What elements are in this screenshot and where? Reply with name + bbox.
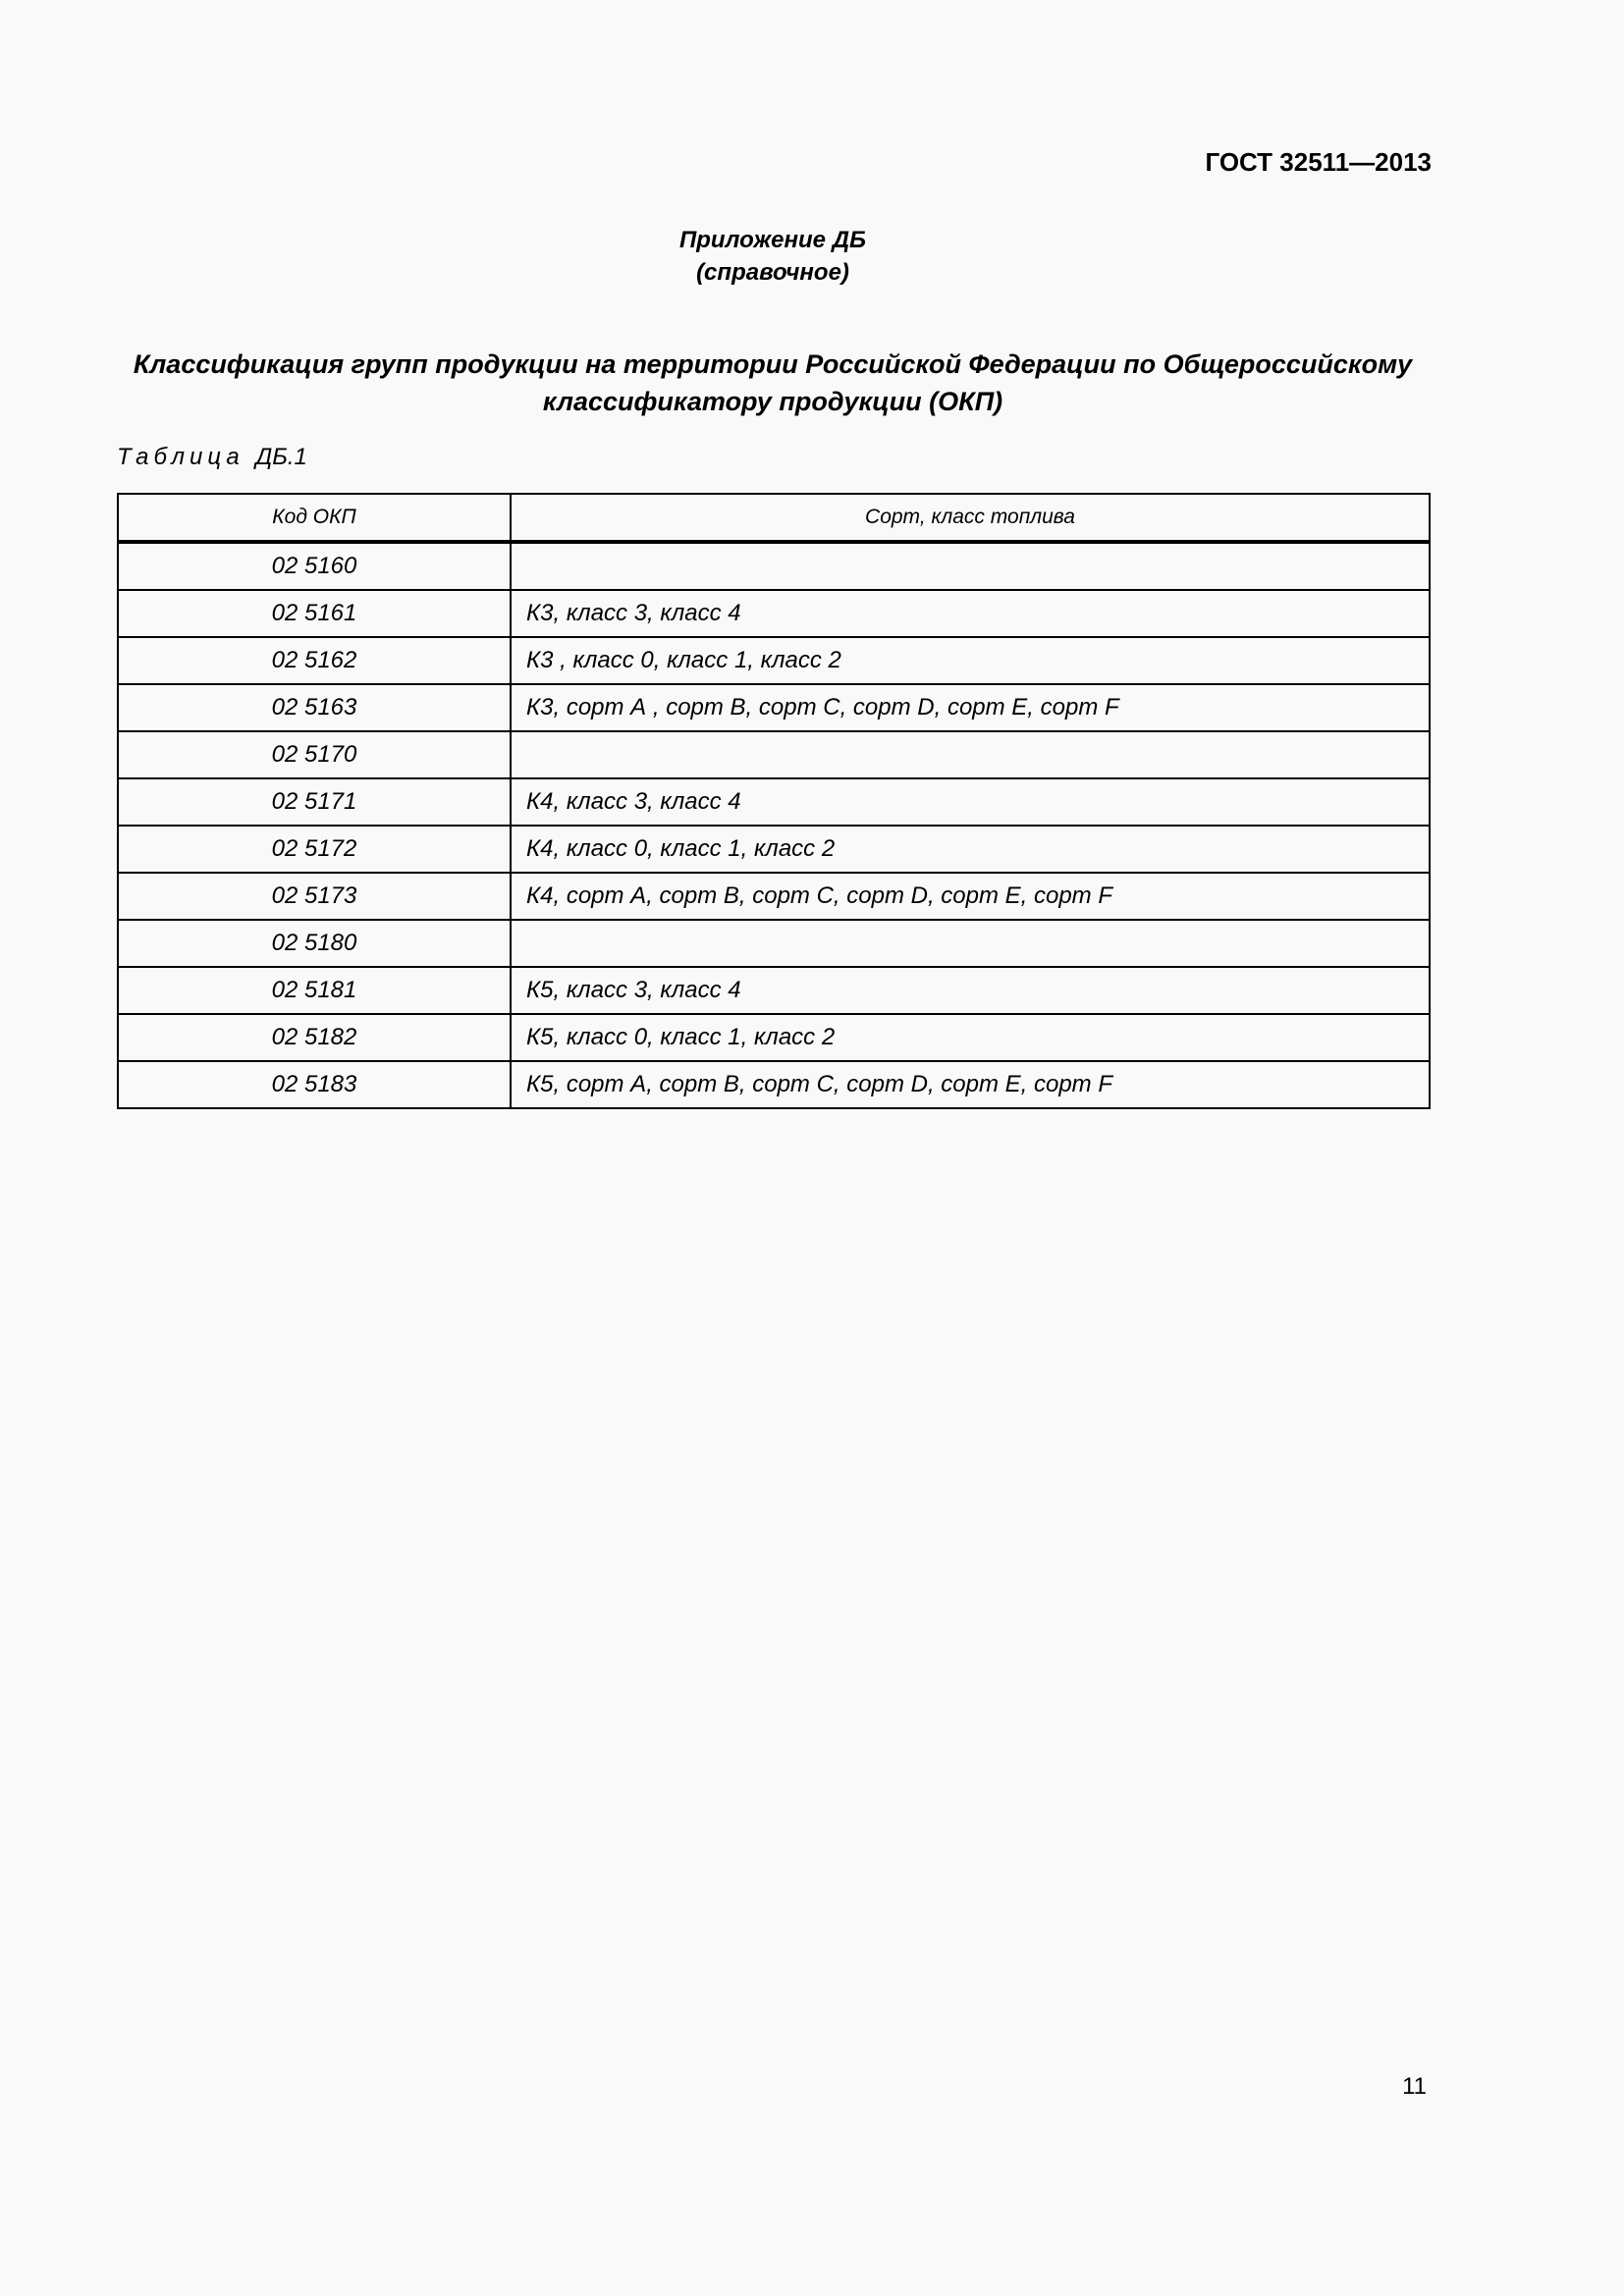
okp-code-cell: 02 5161 [118,590,511,637]
annex-subtitle: (справочное) [696,259,849,286]
okp-code-cell: 02 5183 [118,1061,511,1108]
title-line: классификатору продукции (ОКП) [542,387,1003,416]
okp-code-cell: 02 5160 [118,542,511,590]
table-row [118,826,1430,873]
annex-heading [0,224,1545,289]
table-row [118,542,1430,590]
classification-table [117,493,1431,1109]
okp-code-cell: 02 5182 [118,1014,511,1061]
fuel-grade-cell [511,542,1430,590]
fuel-grade-cell [511,920,1430,967]
fuel-grade-cell: К3, сорт А , сорт В, сорт С, сорт D, сорт Е, сорт F [511,684,1430,731]
fuel-grade-cell [511,731,1430,778]
table-row [118,731,1430,778]
table-row [118,967,1430,1014]
header-okp-code: Код ОКП [118,494,511,542]
okp-code-cell: 02 5173 [118,873,511,920]
table-row [118,637,1430,684]
okp-code-cell: 02 5171 [118,778,511,826]
table-row [118,590,1430,637]
table-header-row [118,494,1430,542]
document-title [116,346,1430,420]
table-row [118,1014,1430,1061]
fuel-grade-cell: К3, класс 3, класс 4 [511,590,1430,637]
okp-code-cell: 02 5181 [118,967,511,1014]
table-row [118,920,1430,967]
table-row [118,873,1430,920]
okp-code-cell: 02 5163 [118,684,511,731]
fuel-grade-cell: К4, класс 0, класс 1, класс 2 [511,826,1430,873]
fuel-grade-cell: К3 , класс 0, класс 1, класс 2 [511,637,1430,684]
title-line: Классификация групп продукции на территории Российской Федерации по Общероссийскому [133,349,1413,379]
okp-code-cell: 02 5172 [118,826,511,873]
okp-code-cell: 02 5180 [118,920,511,967]
table-row [118,1061,1430,1108]
fuel-grade-cell: К5, класс 3, класс 4 [511,967,1430,1014]
header-fuel-grade: Сорт, класс топлива [511,494,1430,542]
table-body [118,542,1430,1108]
table-row [118,684,1430,731]
okp-code-cell: 02 5162 [118,637,511,684]
fuel-grade-cell: К4, класс 3, класс 4 [511,778,1430,826]
fuel-grade-cell: К5, класс 0, класс 1, класс 2 [511,1014,1430,1061]
standard-number: ГОСТ 32511—2013 [1205,147,1432,177]
fuel-grade-cell: К4, сорт А, сорт В, сорт С, сорт D, сорт Е, сорт F [511,873,1430,920]
table-caption-word: Таблица [117,444,244,470]
annex-title: Приложение ДБ [678,227,867,253]
table-row [118,778,1430,826]
fuel-grade-cell: К5, сорт А, сорт В, сорт С, сорт D, сорт Е, сорт F [511,1061,1430,1108]
table-caption [117,444,307,471]
okp-code-cell: 02 5170 [118,731,511,778]
page-number: 11 [1402,2073,1427,2100]
table-caption-number: ДБ.1 [255,444,307,470]
